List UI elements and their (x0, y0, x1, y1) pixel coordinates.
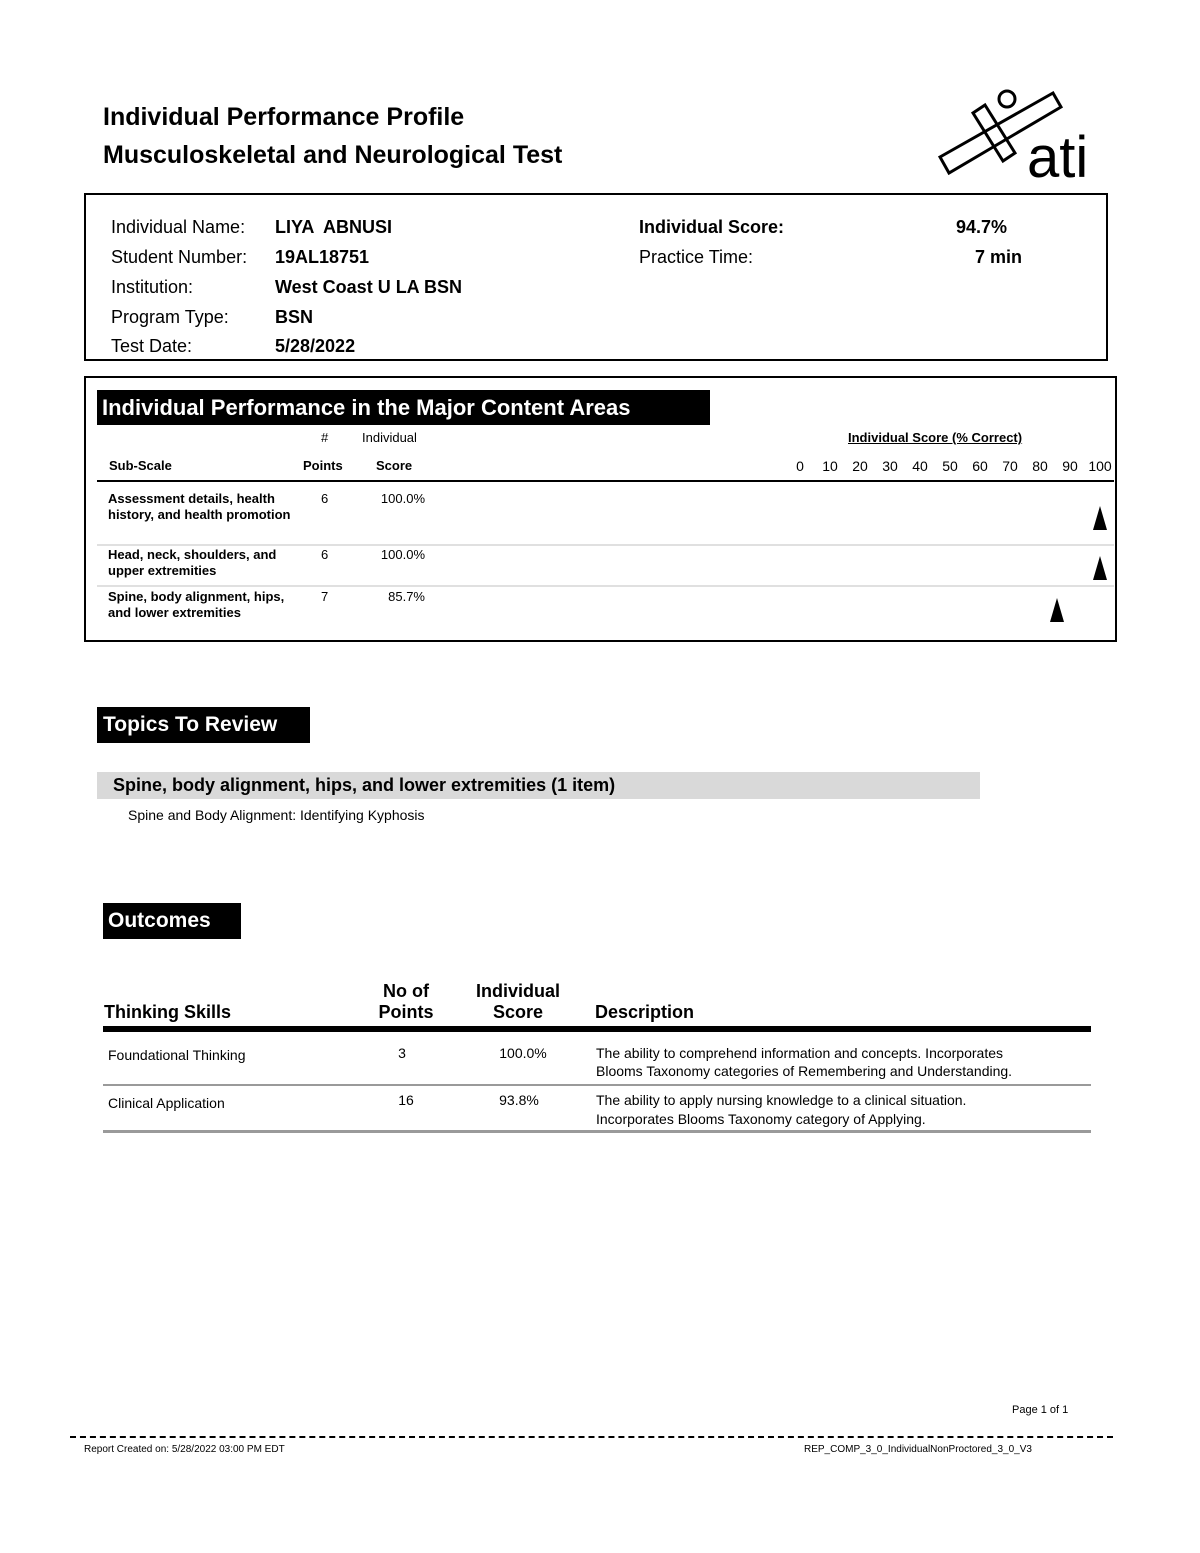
topic-category: Spine, body alignment, hips, and lower extremities (1 item) (97, 772, 980, 799)
outcome-skill: Foundational Thinking (108, 1047, 246, 1063)
outcome-skill: Clinical Application (108, 1095, 225, 1111)
student-number-label: Student Number: (111, 247, 248, 267)
topic-item: Spine and Body Alignment: Identifying Kyphosis (128, 807, 425, 823)
scale-tick-label: 40 (912, 458, 928, 474)
outcomes-header-rule (103, 1026, 1091, 1032)
points-col-header-top: # (321, 430, 329, 445)
score-marker (1048, 598, 1066, 622)
outcome-points: 3 (398, 1045, 406, 1061)
score-marker (1091, 556, 1109, 580)
scale-tick-label: 20 (852, 458, 868, 474)
score-value: 94.7% (956, 217, 1008, 237)
score-col-header-1: Individual (475, 981, 560, 1001)
report-title: Individual Performance Profile (103, 103, 465, 131)
subscale-score: 100.0% (380, 491, 425, 506)
points-col-header-2: Points (378, 1002, 434, 1022)
name-label: Individual Name: (111, 217, 246, 237)
program-type-label: Program Type: (111, 307, 229, 327)
ati-logo (935, 85, 1110, 185)
row-divider (97, 585, 1114, 587)
outcome-score: 100.0% (499, 1045, 547, 1061)
scale-title: Individual Score (% Correct) (848, 430, 1023, 445)
subscale-col-header: Sub-Scale (109, 458, 172, 473)
svg-text:ati: ati (1027, 125, 1089, 185)
points-col-header-1: No of (383, 981, 429, 1001)
scale-tick-label: 10 (822, 458, 838, 474)
test-date-value: 5/28/2022 (275, 336, 356, 356)
scale-tick-label: 90 (1062, 458, 1078, 474)
subscale-name: Assessment details, health history, and health promotion (108, 491, 291, 522)
scale-tick-label: 60 (972, 458, 988, 474)
outcome-description-line: Blooms Taxonomy categories of Remembering and Understanding. (596, 1063, 1013, 1079)
test-name: Musculoskeletal and Neurological Test (103, 141, 563, 169)
score-label: Individual Score: (639, 217, 785, 237)
subscale-points: 6 (321, 547, 329, 562)
score-col-header: Score (376, 458, 413, 473)
outcomes-header: Outcomes (103, 903, 241, 939)
report-code: REP_COMP_3_0_IndividualNonProctored_3_0_V3 (804, 1444, 1032, 1455)
student-info-panel (84, 193, 1108, 361)
page-number: Page 1 of 1 (1012, 1404, 1069, 1416)
topics-header: Topics To Review (97, 707, 310, 743)
outcome-description-line: The ability to comprehend information and concepts. Incorporates (596, 1045, 1004, 1061)
scale-tick-label: 30 (882, 458, 898, 474)
subscale-score: 100.0% (380, 547, 425, 562)
skills-col-header: Thinking Skills (104, 1002, 232, 1022)
student-number-value: 19AL18751 (275, 247, 370, 267)
outcome-row-divider (103, 1084, 1091, 1086)
institution-label: Institution: (111, 277, 194, 297)
scale-tick-label: 80 (1032, 458, 1048, 474)
subscale-name: Head, neck, shoulders, and upper extremities (108, 547, 277, 578)
row-divider (97, 544, 1114, 546)
subscale-points: 6 (321, 491, 329, 506)
footer-rule (70, 1436, 1113, 1438)
description-col-header: Description (595, 1002, 695, 1022)
institution-value: West Coast U LA BSN (275, 277, 463, 297)
outcome-points: 16 (398, 1092, 414, 1108)
practice-time-label: Practice Time: (639, 247, 754, 267)
scale-tick-label: 70 (1002, 458, 1018, 474)
practice-time-value: 7 min (975, 247, 1023, 267)
program-type-value: BSN (275, 307, 314, 327)
outcome-description-line: The ability to apply nursing knowledge to a clinical situation. (596, 1092, 967, 1108)
scale-tick-label: 100 (1088, 458, 1112, 474)
score-col-header-2: Score (492, 1002, 544, 1022)
points-col-header: Points (303, 458, 343, 473)
outcome-description-line: Incorporates Blooms Taxonomy category of Applying. (596, 1111, 926, 1127)
table-header-rule (97, 480, 1114, 482)
report-created: Report Created on: 5/28/2022 03:00 PM EDT (84, 1444, 285, 1455)
subscale-name: Spine, body alignment, hips, and lower extremities (108, 589, 285, 620)
outcome-row-divider (103, 1130, 1091, 1133)
outcome-score: 93.8% (499, 1092, 539, 1108)
test-date-label: Test Date: (111, 336, 193, 356)
name-value: LIYA ABNUSI (275, 217, 393, 237)
content-areas-header: Individual Performance in the Major Content Areas (97, 390, 710, 425)
score-marker (1091, 506, 1109, 530)
subscale-points: 7 (321, 589, 329, 604)
score-col-header-top: Individual (362, 430, 417, 445)
scale-tick-label: 0 (796, 458, 804, 474)
scale-tick-label: 50 (942, 458, 958, 474)
subscale-score: 85.7% (388, 589, 425, 604)
